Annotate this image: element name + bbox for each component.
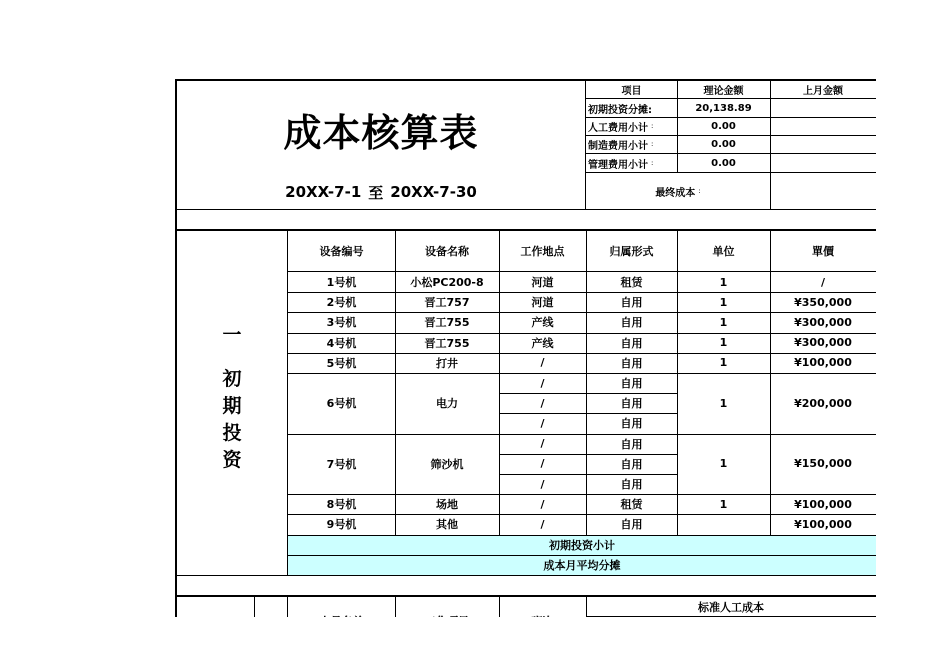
grid-line bbox=[288, 434, 876, 435]
equipment-name: 筛沙机 bbox=[430, 457, 464, 471]
grid-line bbox=[770, 230, 771, 535]
equipment-id: 1号机 bbox=[326, 276, 357, 290]
summary-header-item: 项目 bbox=[621, 86, 642, 97]
col-header-equipment-name: 设备名称 bbox=[425, 245, 469, 258]
equipment-unit bbox=[677, 514, 770, 534]
equipment-ownership: 自用 bbox=[620, 377, 643, 391]
equipment-unit: 1 bbox=[719, 356, 728, 370]
col-header-location: 工作地点 bbox=[520, 245, 565, 258]
equipment-location: / bbox=[540, 437, 545, 451]
equipment-location: / bbox=[540, 457, 545, 471]
summary-row-label: 初期投资分摊: bbox=[588, 104, 652, 116]
summary-row-label: 管理费用小计 : bbox=[588, 159, 654, 171]
grid-line bbox=[499, 596, 500, 618]
equipment-location: / bbox=[540, 396, 545, 410]
equipment-price: ¥100,000 bbox=[794, 497, 852, 511]
equipment-id: 6号机 bbox=[326, 397, 357, 411]
equipment-price: ¥350,000 bbox=[794, 295, 852, 309]
section-label-char: 初 bbox=[222, 368, 242, 390]
equipment-ownership: 自用 bbox=[620, 397, 643, 411]
summary-row-label: 制造费用小计 : bbox=[588, 140, 654, 152]
col-header-equipment-id: 设备编号 bbox=[319, 245, 364, 258]
standard-labor-cost: 标准人工成本 bbox=[698, 601, 764, 614]
col-header-unit: 单位 bbox=[712, 245, 735, 258]
equipment-location: / bbox=[540, 416, 545, 430]
section-label-char: 期 bbox=[222, 395, 242, 417]
equipment-ownership: 自用 bbox=[620, 296, 643, 310]
crop-mask bbox=[0, 617, 950, 672]
grid-line bbox=[586, 596, 587, 618]
equipment-location: 河道 bbox=[531, 296, 554, 310]
equipment-ownership: 自用 bbox=[620, 316, 643, 330]
grid-line bbox=[585, 80, 586, 210]
grid-line bbox=[287, 230, 288, 575]
section-label bbox=[176, 322, 288, 474]
grid-line bbox=[288, 555, 876, 556]
grid-line bbox=[288, 333, 876, 334]
equipment-price: ¥200,000 bbox=[794, 396, 852, 410]
equipment-price: ¥300,000 bbox=[794, 315, 852, 329]
grid-line bbox=[288, 271, 876, 272]
summary-header-theory: 理论金额 bbox=[703, 86, 744, 97]
equipment-price: ¥300,000 bbox=[794, 336, 852, 350]
monthly-average-allocation: 成本月平均分摊 bbox=[543, 559, 621, 572]
grid-line bbox=[499, 413, 677, 414]
grid-line bbox=[395, 596, 396, 618]
summary-row-label: 人工费用小计 : bbox=[588, 122, 654, 134]
equipment-price: ¥100,000 bbox=[794, 517, 852, 531]
grid-line bbox=[586, 135, 876, 136]
equipment-location: / bbox=[540, 376, 545, 390]
equipment-name: 电力 bbox=[436, 397, 458, 411]
summary-row-theory: 0.00 bbox=[711, 138, 736, 150]
equipment-name: 打井 bbox=[436, 356, 458, 370]
equipment-ownership: 自用 bbox=[620, 457, 643, 471]
equipment-ownership: 租赁 bbox=[620, 498, 643, 512]
equipment-ownership: 租赁 bbox=[620, 276, 643, 290]
equipment-name: 晋工755 bbox=[424, 336, 470, 350]
grid-line bbox=[176, 595, 876, 597]
grid-line bbox=[499, 474, 677, 475]
equipment-price: / bbox=[820, 275, 826, 289]
section-label-char: 资 bbox=[222, 449, 242, 471]
equipment-id: 5号机 bbox=[326, 356, 357, 370]
equipment-location: 产线 bbox=[531, 316, 554, 330]
summary-row-last bbox=[770, 99, 876, 117]
grid-line bbox=[254, 596, 255, 618]
equipment-id: 4号机 bbox=[326, 336, 357, 350]
grid-line bbox=[586, 117, 876, 118]
equipment-ownership: 自用 bbox=[620, 478, 643, 492]
final-cost-label: 最终成本 : bbox=[655, 187, 701, 199]
grid-line bbox=[176, 229, 876, 231]
grid-line bbox=[288, 494, 876, 495]
grid-line bbox=[288, 514, 876, 515]
equipment-ownership: 自用 bbox=[620, 417, 643, 431]
grid-line bbox=[586, 98, 876, 99]
equipment-name: 晋工757 bbox=[424, 296, 470, 310]
equipment-id: 2号机 bbox=[326, 296, 357, 310]
period-separator: 至 bbox=[368, 183, 384, 202]
summary-row-theory: 0.00 bbox=[711, 120, 736, 132]
grid-line bbox=[586, 172, 876, 173]
equipment-name: 小松PC200-8 bbox=[410, 276, 484, 290]
equipment-unit: 1 bbox=[719, 275, 728, 289]
grid-line bbox=[288, 373, 876, 374]
equipment-id: 3号机 bbox=[326, 316, 357, 330]
summary-row-last bbox=[770, 154, 876, 172]
equipment-unit: 1 bbox=[719, 315, 728, 329]
grid-line bbox=[677, 80, 678, 173]
equipment-location: / bbox=[540, 356, 545, 370]
section-label-char: 投 bbox=[222, 422, 242, 444]
equipment-name: 其他 bbox=[436, 518, 458, 532]
grid-line bbox=[499, 454, 677, 455]
grid-line bbox=[288, 292, 876, 293]
col-header-ownership: 归属形式 bbox=[609, 245, 654, 258]
initial-investment-subtotal: 初期投资小计 bbox=[549, 539, 615, 552]
grid-line bbox=[288, 535, 876, 536]
equipment-price: ¥100,000 bbox=[794, 356, 852, 370]
equipment-location: / bbox=[540, 517, 545, 531]
grid-line bbox=[288, 353, 876, 354]
grid-line bbox=[586, 230, 587, 535]
grid-line bbox=[499, 230, 500, 535]
summary-header-last: 上月金额 bbox=[803, 86, 843, 97]
equipment-id: 9号机 bbox=[326, 518, 357, 532]
equipment-id: 7号机 bbox=[326, 457, 357, 471]
equipment-ownership: 自用 bbox=[620, 518, 643, 532]
grid-line bbox=[586, 153, 876, 154]
grid-line bbox=[176, 575, 876, 576]
equipment-unit: 1 bbox=[719, 497, 728, 511]
summary-row-theory: 0.00 bbox=[711, 157, 736, 169]
equipment-location: / bbox=[540, 477, 545, 491]
summary-row-last bbox=[770, 135, 876, 153]
equipment-location: / bbox=[540, 497, 545, 511]
grid-line bbox=[677, 230, 678, 535]
equipment-price: ¥150,000 bbox=[794, 457, 852, 471]
equipment-id: 8号机 bbox=[326, 498, 357, 512]
equipment-ownership: 自用 bbox=[620, 356, 643, 370]
equipment-unit: 1 bbox=[719, 457, 728, 471]
period-end: 20XX-7-30 bbox=[390, 183, 477, 201]
page-title: 成本核算表 bbox=[283, 110, 479, 155]
equipment-unit: 1 bbox=[719, 336, 728, 350]
equipment-name: 场地 bbox=[436, 498, 458, 512]
period-start: 20XX-7-1 bbox=[285, 183, 362, 201]
equipment-location: 产线 bbox=[531, 336, 554, 350]
equipment-unit: 1 bbox=[719, 295, 728, 309]
equipment-ownership: 自用 bbox=[620, 336, 643, 350]
equipment-location: 河道 bbox=[531, 276, 554, 290]
equipment-unit: 1 bbox=[719, 396, 728, 410]
grid-line bbox=[176, 209, 876, 210]
grid-line bbox=[499, 393, 677, 394]
grid-line bbox=[175, 79, 177, 619]
section-label-char: 一 bbox=[222, 324, 242, 346]
grid-line bbox=[395, 230, 396, 535]
period-range bbox=[176, 180, 586, 204]
grid-line bbox=[770, 80, 771, 210]
col-header-price: 單價 bbox=[812, 245, 834, 258]
grid-line bbox=[287, 596, 288, 618]
equipment-name: 晋工755 bbox=[424, 316, 470, 330]
grid-line bbox=[288, 312, 876, 313]
summary-row-theory: 20,138.89 bbox=[695, 102, 752, 114]
summary-row-last bbox=[770, 117, 876, 135]
equipment-ownership: 自用 bbox=[620, 437, 643, 451]
